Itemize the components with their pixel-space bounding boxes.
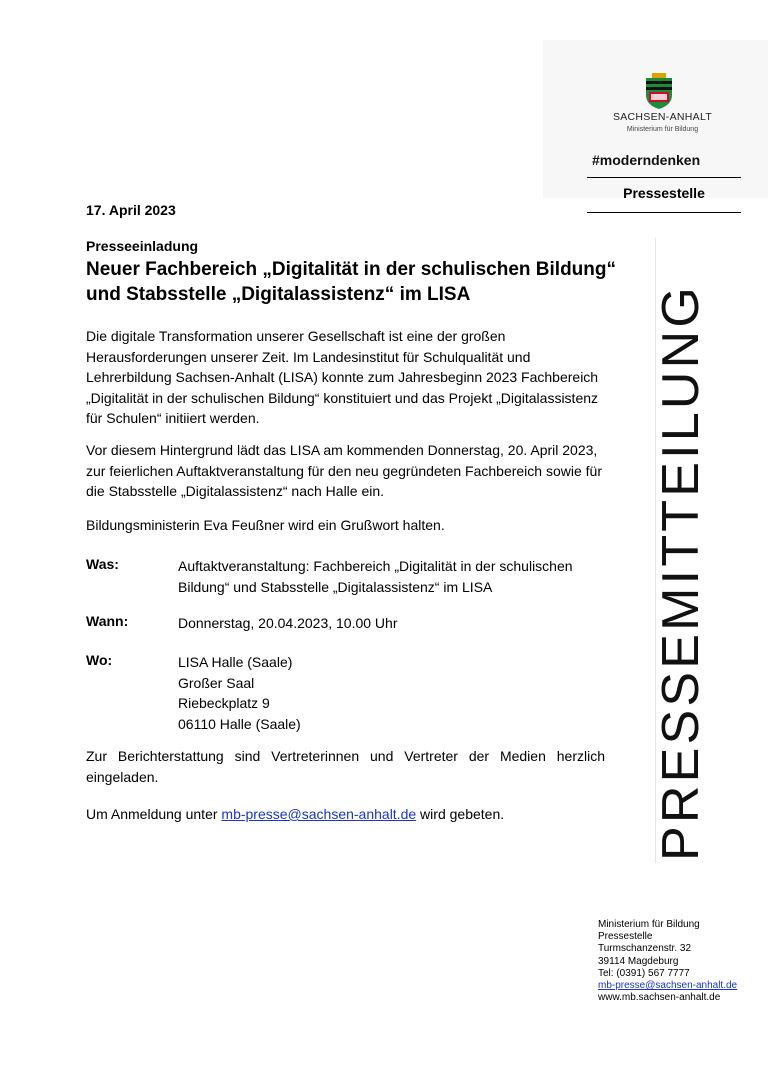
address-line: LISA Halle (Saale) bbox=[178, 654, 293, 670]
coat-of-arms-icon bbox=[643, 73, 675, 109]
contact-line: Tel: (0391) 567 7777 bbox=[598, 967, 690, 979]
detail-was-label: Was: bbox=[86, 556, 119, 572]
contact-block bbox=[598, 919, 763, 1004]
detail-wann-value: Donnerstag, 20.04.2023, 10.00 Uhr bbox=[178, 615, 398, 631]
registration-prefix: Um Anmeldung unter bbox=[86, 806, 222, 822]
contact-email-link[interactable]: mb-presse@sachsen-anhalt.de bbox=[598, 980, 738, 992]
press-date: 17. April 2023 bbox=[86, 202, 176, 218]
vertical-title: PRESSEMITTEILUNG bbox=[652, 283, 710, 861]
logo-ministry-name: Ministerium für Bildung bbox=[626, 126, 699, 133]
registration-note bbox=[86, 804, 611, 825]
hashtag-slogan: #moderndenken bbox=[592, 152, 701, 168]
logo-state-name: SACHSEN-ANHALT bbox=[612, 111, 713, 123]
registration-suffix: wird gebeten. bbox=[416, 806, 505, 822]
closing-invite: Zur Berichterstattung sind Vertreterinnen und Vertreter der Medien herzlich eingeladen. bbox=[86, 748, 605, 785]
address-line: Großer Saal bbox=[178, 674, 255, 691]
body-paragraph-1: Die digitale Transformation unserer Gesellschaft ist eine der großen Herausforderungen unserer Zeit. Im Landesinstitut für Schulqualität und Lehrerbildung Sachsen-Anhalt (LISA) konnte zum Jahresbeginn 2023 Fachbereich „Digitalität in der schulischen Bildung“ konstituiert und das Projekt „Digitalassistenz für Schulen“ initiiert werden. bbox=[86, 328, 599, 426]
address-line: Riebeckplatz 9 bbox=[178, 695, 270, 711]
contact-line: 39114 Magdeburg bbox=[598, 955, 679, 967]
divider-bottom bbox=[587, 212, 741, 213]
body-paragraph-2: Vor diesem Hintergrund lädt das LISA am kommenden Donnerstag, 20. April 2023, zur feierlichen Auftaktveranstaltung für den neu gegründeten Fachbereich sowie für die Stabsstelle „Digitalassistenz“ nach Halle ein. bbox=[86, 442, 602, 499]
divider-top bbox=[587, 177, 741, 178]
detail-wann-label: Wann: bbox=[86, 613, 129, 629]
body-paragraph-3: Bildungsministerin Eva Feußner wird ein Grußwort halten. bbox=[86, 517, 445, 533]
registration-email-link[interactable]: mb-presse@sachsen-anhalt.de bbox=[221, 806, 417, 822]
contact-line: Ministerium für Bildung bbox=[598, 919, 700, 930]
address-line: 06110 Halle (Saale) bbox=[178, 715, 301, 732]
contact-line: Turmschanzenstr. 32 bbox=[598, 943, 692, 955]
department-label: Pressestelle bbox=[623, 185, 705, 201]
press-kicker: Presseeinladung bbox=[86, 238, 199, 254]
contact-website[interactable]: www.mb.sachsen-anhalt.de bbox=[598, 992, 721, 1004]
detail-was-value: Auftaktveranstaltung: Fachbereich „Digitalität in der schulischen Bildung“ und Stabsstelle „Digitalassistenz“ im LISA bbox=[178, 558, 573, 595]
press-headline: Neuer Fachbereich „Digitalität in der schulischen Bildung“ und Stabsstelle „Digitalassistenz“ im LISA bbox=[86, 259, 616, 305]
detail-wo-label: Wo: bbox=[86, 652, 113, 668]
contact-line: Pressestelle bbox=[598, 931, 653, 943]
detail-wo-address bbox=[178, 652, 608, 734]
